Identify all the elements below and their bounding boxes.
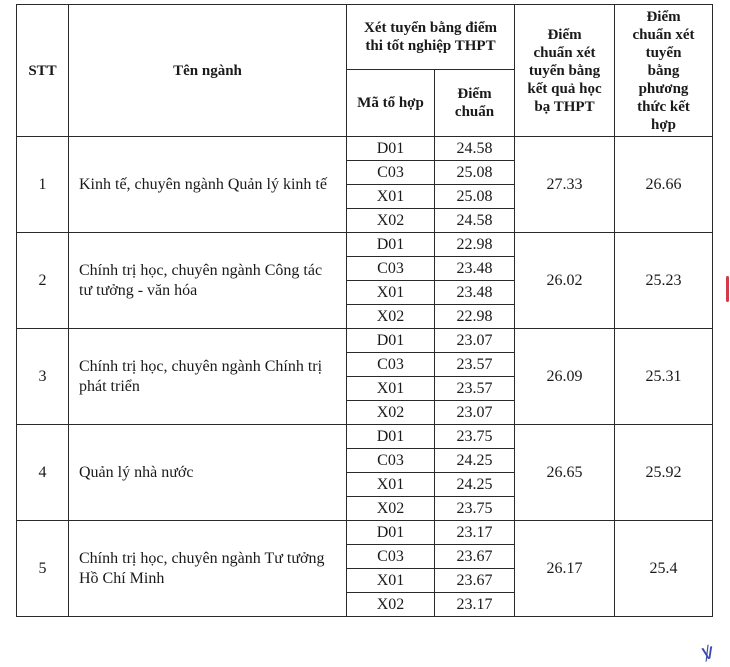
combo-code: C03 bbox=[347, 257, 435, 281]
combo-score: 24.58 bbox=[435, 137, 515, 161]
combo-score: 24.25 bbox=[435, 449, 515, 473]
combo-code: D01 bbox=[347, 137, 435, 161]
admission-scores-table bbox=[16, 4, 713, 617]
combo-code: C03 bbox=[347, 161, 435, 185]
header-thpt-exam: Xét tuyển bằng điểm thi tốt nghiệp THPT bbox=[347, 5, 515, 70]
header-combined-score: Điểm chuẩn xét tuyển bằng phương thức kết hợp bbox=[615, 5, 713, 137]
combo-code: C03 bbox=[347, 545, 435, 569]
combo-code: D01 bbox=[347, 425, 435, 449]
combo-score: 23.07 bbox=[435, 329, 515, 353]
major-stt: 5 bbox=[17, 521, 69, 617]
combined-score: 26.66 bbox=[615, 137, 713, 233]
major-stt: 3 bbox=[17, 329, 69, 425]
combo-score: 23.48 bbox=[435, 281, 515, 305]
combined-score: 25.92 bbox=[615, 425, 713, 521]
combo-score: 23.17 bbox=[435, 521, 515, 545]
table-row bbox=[17, 233, 713, 257]
major-name: Kinh tế, chuyên ngành Quản lý kinh tế bbox=[69, 137, 347, 233]
combo-code: D01 bbox=[347, 233, 435, 257]
combined-score: 25.23 bbox=[615, 233, 713, 329]
combo-code: X01 bbox=[347, 569, 435, 593]
combo-code: D01 bbox=[347, 329, 435, 353]
combo-score: 23.57 bbox=[435, 353, 515, 377]
combo-code: X02 bbox=[347, 593, 435, 617]
combo-code: X01 bbox=[347, 377, 435, 401]
combo-score: 22.98 bbox=[435, 305, 515, 329]
combo-score: 25.08 bbox=[435, 185, 515, 209]
combined-score: 25.4 bbox=[615, 521, 713, 617]
transcript-score: 26.02 bbox=[515, 233, 615, 329]
combo-code: X02 bbox=[347, 305, 435, 329]
transcript-score: 26.65 bbox=[515, 425, 615, 521]
combo-score: 22.98 bbox=[435, 233, 515, 257]
header-transcript-score: Điểm chuẩn xét tuyển bằng kết quả học bạ THPT bbox=[515, 5, 615, 137]
transcript-score: 27.33 bbox=[515, 137, 615, 233]
combo-score: 23.67 bbox=[435, 569, 515, 593]
combo-code: D01 bbox=[347, 521, 435, 545]
combo-code: X01 bbox=[347, 281, 435, 305]
combo-score: 24.58 bbox=[435, 209, 515, 233]
table-body bbox=[17, 137, 713, 617]
combo-score: 23.67 bbox=[435, 545, 515, 569]
table-header bbox=[17, 5, 713, 137]
combo-code: X02 bbox=[347, 497, 435, 521]
header-stt: STT bbox=[17, 5, 69, 137]
major-stt: 2 bbox=[17, 233, 69, 329]
combo-score: 23.57 bbox=[435, 377, 515, 401]
major-name: Chính trị học, chuyên ngành Chính trị phát triển bbox=[69, 329, 347, 425]
combo-code: X01 bbox=[347, 185, 435, 209]
major-name: Chính trị học, chuyên ngành Công tác tư tưởng - văn hóa bbox=[69, 233, 347, 329]
table-row bbox=[17, 137, 713, 161]
combo-score: 23.75 bbox=[435, 497, 515, 521]
table-row bbox=[17, 521, 713, 545]
header-major-name: Tên ngành bbox=[69, 5, 347, 137]
combo-code: X01 bbox=[347, 473, 435, 497]
transcript-score: 26.09 bbox=[515, 329, 615, 425]
combo-score: 23.07 bbox=[435, 401, 515, 425]
combo-score: 23.17 bbox=[435, 593, 515, 617]
major-name: Quản lý nhà nước bbox=[69, 425, 347, 521]
major-name: Chính trị học, chuyên ngành Tư tưởng Hồ Chí Minh bbox=[69, 521, 347, 617]
combo-score: 23.75 bbox=[435, 425, 515, 449]
combo-code: X02 bbox=[347, 209, 435, 233]
header-combo-code: Mã tổ hợp bbox=[347, 70, 435, 137]
combo-code: C03 bbox=[347, 449, 435, 473]
combo-score: 25.08 bbox=[435, 161, 515, 185]
table-row bbox=[17, 425, 713, 449]
combo-score: 23.48 bbox=[435, 257, 515, 281]
red-edge-mark bbox=[726, 276, 729, 302]
table-row bbox=[17, 329, 713, 353]
header-cutoff-score: Điểm chuẩn bbox=[435, 70, 515, 137]
combo-score: 24.25 bbox=[435, 473, 515, 497]
major-stt: 1 bbox=[17, 137, 69, 233]
combo-code: X02 bbox=[347, 401, 435, 425]
combined-score: 25.31 bbox=[615, 329, 713, 425]
transcript-score: 26.17 bbox=[515, 521, 615, 617]
major-stt: 4 bbox=[17, 425, 69, 521]
handwritten-mark: ꝟ bbox=[699, 639, 716, 666]
combo-code: C03 bbox=[347, 353, 435, 377]
